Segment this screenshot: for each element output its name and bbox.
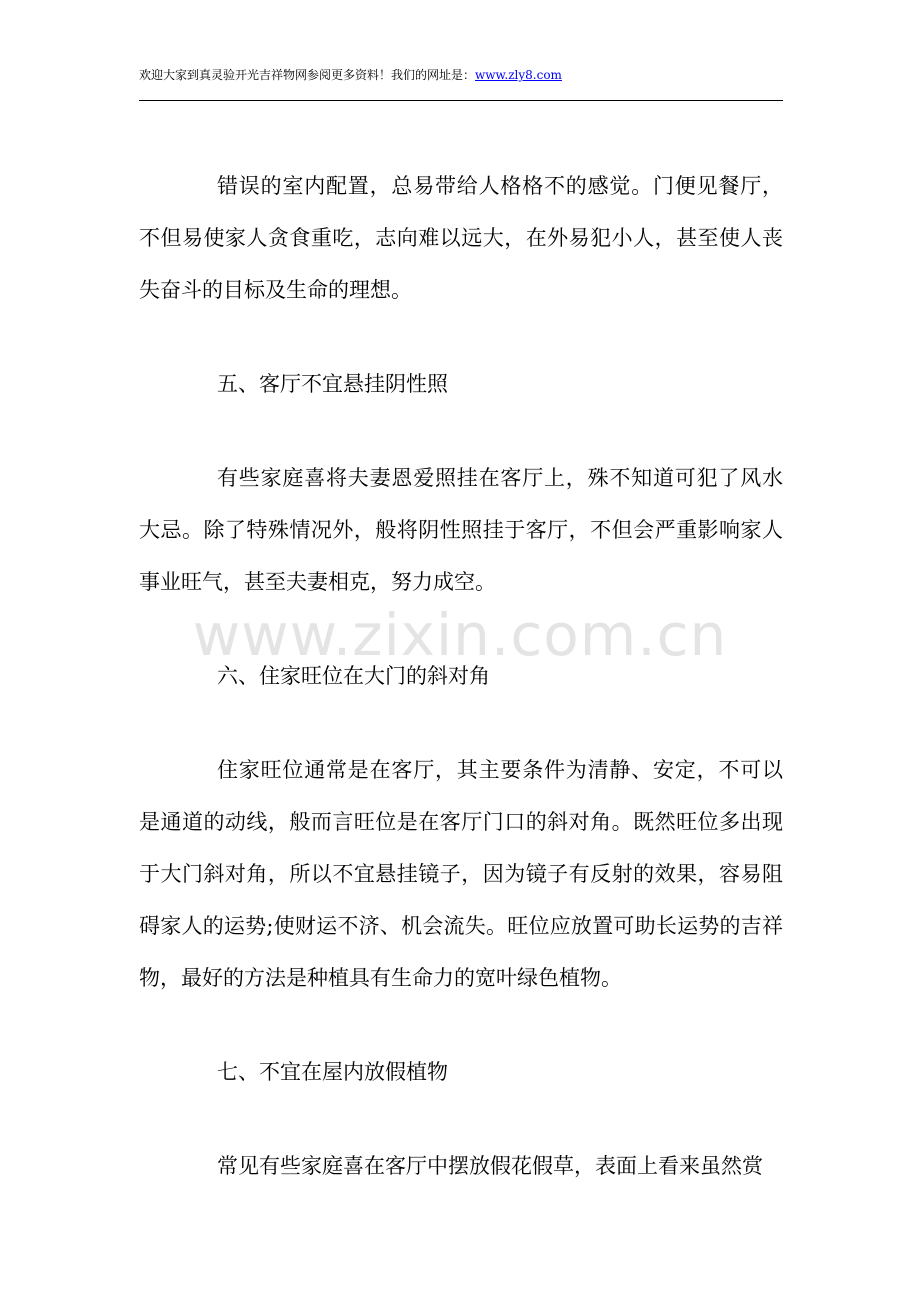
header-divider (139, 100, 783, 101)
spacer (139, 608, 783, 650)
spacer (139, 410, 783, 452)
watermark: www.zixin.com.cn (192, 601, 728, 669)
section-heading-5: 五、客厅不宜悬挂阴性照 (217, 372, 448, 396)
spacer (139, 1004, 783, 1046)
website-link[interactable]: www.zly8.com (475, 68, 562, 82)
section-heading-7: 七、不宜在屋内放假植物 (217, 1060, 448, 1084)
header-text: 欢迎大家到真灵验开光吉祥物网参阅更多资料！我们的网址是： (139, 68, 476, 82)
spacer (139, 1098, 783, 1140)
spacer (139, 316, 783, 358)
spacer (139, 702, 783, 744)
page-header (139, 66, 783, 84)
section-heading-6: 六、住家旺位在大门的斜对角 (217, 664, 490, 688)
document-body (139, 160, 783, 1192)
paragraph-intro: 错误的室内配置，总易带给人格格不的感觉。门便见餐厅，不但易使家人贪食重吃，志向难以远大，在外易犯小人，甚至使人丧失奋斗的目标及生命的理想。 (139, 174, 783, 302)
paragraph-section-6: 住家旺位通常是在客厅，其主要条件为清静、安定，不可以是通道的动线，般而言旺位是在客厅门口的斜对角。既然旺位多出现于大门斜对角，所以不宜悬挂镜子，因为镜子有反射的效果，容易阻碍家人的运势;使财运不济、机会流失。旺位应放置可助长运势的吉祥物，最好的方法是种植具有生命力的宽叶绿色植物。 (139, 758, 783, 990)
paragraph-section-7: 常见有些家庭喜在客厅中摆放假花假草，表面上看来虽然赏 (217, 1154, 763, 1178)
paragraph-section-5: 有些家庭喜将夫妻恩爱照挂在客厅上，殊不知道可犯了风水大忌。除了特殊情况外，般将阴性照挂于客厅，不但会严重影响家人事业旺气，甚至夫妻相克，努力成空。 (139, 466, 783, 594)
